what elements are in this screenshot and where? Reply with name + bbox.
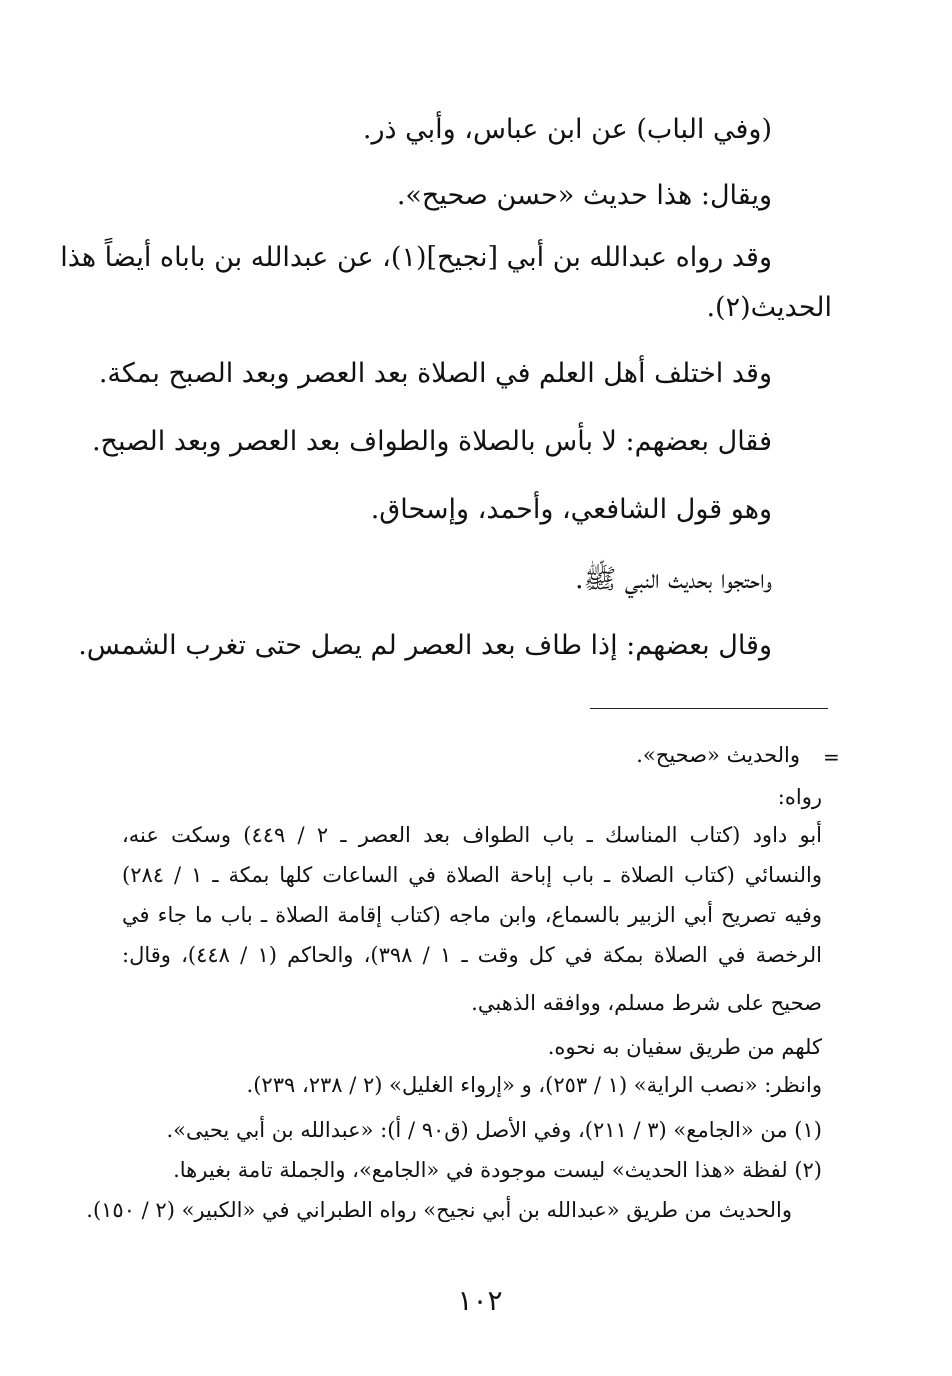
body-paragraph: وقال بعضهم: إذا طاف بعد العصر لم يصل حتى تغرب الشمس. <box>78 630 772 661</box>
body-paragraph: ويقال: هذا حديث «حسن صحيح». <box>396 180 772 211</box>
body-paragraph: وقد رواه عبدالله بن أبي [نجيح](١)، عن عبدالله بن باباه أيضاً هذا <box>60 242 772 273</box>
body-paragraph: (وفي الباب) عن ابن عباس، وأبي ذر. <box>362 114 772 145</box>
body-paragraph: وهو قول الشافعي، وأحمد، وإسحاق. <box>370 494 772 525</box>
footnote-line: (١) من «الجامع» (٣ / ٢١١)، وفي الأصل (ق٩٠ / أ): «عبدالله بن أبي يحيى». <box>166 1118 822 1142</box>
footnote-line: وفيه تصريح أبي الزبير بالسماع، وابن ماجه (كتاب إقامة الصلاة ـ باب ما جاء في <box>122 903 822 927</box>
footnote-line: صحيح على شرط مسلم، ووافقه الذهبي. <box>471 991 822 1015</box>
footnote-line: وانظر: «نصب الراية» (١ / ٢٥٣)، و «إرواء الغليل» (٢ / ٢٣٨، ٢٣٩). <box>246 1073 822 1097</box>
footnote-line: (٢) لفظة «هذا الحديث» ليست موجودة في «الجامع»، والجملة تامة بغيرها. <box>173 1158 822 1182</box>
footnote-line: كلهم من طريق سفيان به نحوه. <box>547 1035 822 1059</box>
footnote-line: أبو داود (كتاب المناسك ـ باب الطواف بعد العصر ـ ٢ / ٤٤٩) وسكت عنه، <box>122 823 823 847</box>
body-paragraph: وقد اختلف أهل العلم في الصلاة بعد العصر وبعد الصبح بمكة. <box>98 358 772 389</box>
footnote-line: والنسائي (كتاب الصلاة ـ باب إباحة الصلاة في الساعات كلها بمكة ـ ١ / ٢٨٤) <box>122 863 822 887</box>
footnote-line: الرخصة في الصلاة بمكة في كل وقت ـ ١ / ٣٩٨)، والحاكم (١ / ٤٤٨)، وقال: <box>122 943 822 967</box>
body-paragraph-continuation: الحديث(٢). <box>706 292 832 323</box>
page-number: ١٠٢ <box>457 1284 503 1317</box>
body-paragraph: واحتجوا بحديث النبي ﷺ. <box>574 564 772 595</box>
footnote-line: والحديث «صحيح». <box>636 743 800 767</box>
footnote-separator <box>590 708 828 709</box>
footnote-line: رواه: <box>777 785 822 809</box>
body-paragraph: فقال بعضهم: لا بأس بالصلاة والطواف بعد العصر وبعد الصبح. <box>91 426 772 457</box>
continuation-marker: = <box>823 745 840 769</box>
footnote-line: والحديث من طريق «عبدالله بن أبي نجيح» رواه الطبراني في «الكبير» (٢ / ١٥٠). <box>86 1198 792 1222</box>
